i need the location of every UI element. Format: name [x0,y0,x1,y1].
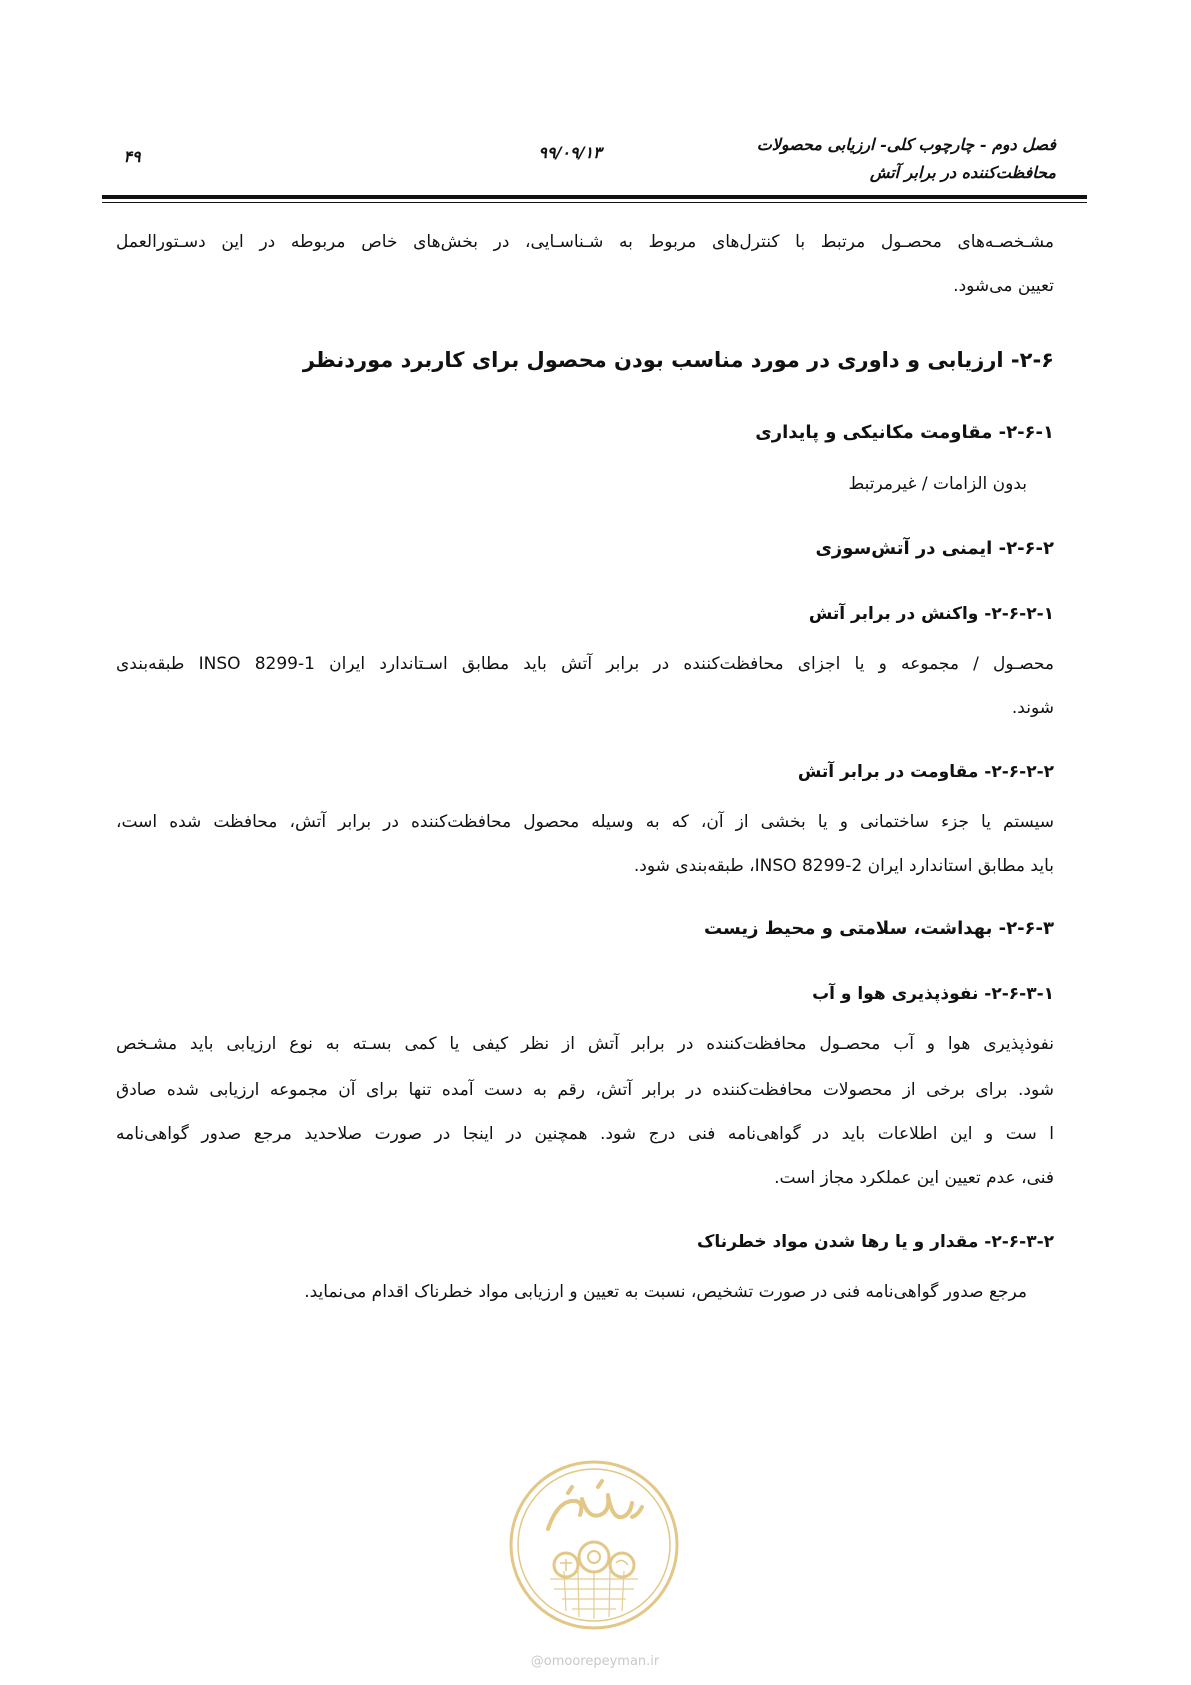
section-heading-2-6-3: ۲-۶-۳- بهداشت، سلامتی و محیط زیست [703,918,1054,939]
section-2-6-3-1-line-3: ا ست و این اطلاعات باید در گواهی‌نامه فنی درج شود. همچنین در اینجا در صورت صلاحدید مرجع صدور گواهی‌نامه [116,1124,1054,1144]
section-2-6-2-1-line-1: محصـول / مجموعه و یا اجزای محافظت‌کننده در برابر آتش باید مطابق اسـتاندارد ایران INSO 8299-1 طبقه‌بندی [116,654,1054,674]
running-header-chapter [757,131,1056,187]
section-2-6-1-text: بدون الزامات / غیرمرتبط [848,474,1027,494]
header-date: ۹۹/۰۹/۱۳ [538,143,602,162]
section-heading-2-6-3-2: ۲-۶-۳-۲- مقدار و یا رها شدن مواد خطرناک [697,1232,1054,1252]
section-2-6-2-2-line-1: سیستم یا جزء ساختمانی و یا بخشی از آن، که به وسیله محصول محافظت‌کننده در برابر آتش، محافظت شده است، [116,812,1054,832]
section-heading-2-6-1: ۲-۶-۱- مقاومت مکانیکی و پایداری [755,422,1054,443]
chapter-line-1: فصل دوم - چارچوب کلی- ارزیابی محصولات [756,135,1056,154]
intro-line-2: تعیین می‌شود. [953,276,1054,296]
chapter-line-2: محافظت‌کننده در برابر آتش [869,163,1056,182]
section-heading-2-6-2-2: ۲-۶-۲-۲- مقاومت در برابر آتش [797,762,1054,782]
page-number: ۴۹ [123,147,141,166]
header-rule-thick [102,195,1087,199]
section-heading-2-6-3-1: ۲-۶-۳-۱- نفوذپذیری هوا و آب [812,984,1054,1004]
section-heading-2-6-2: ۲-۶-۲- ایمنی در آتش‌سوزی [815,538,1054,559]
watermark-stamp-logo [508,1459,680,1631]
section-2-6-3-1-line-1: نفوذپذیری هوا و آب محصـول محافظت‌کننده در برابر آتش از نظر کیفی یا کمی بسـته به نوع ارزیابی باید مشـخص [116,1034,1054,1054]
section-2-6-3-2-text: مرجع صدور گواهی‌نامه فنی در صورت تشخیص، نسبت به تعیین و ارزیابی مواد خطرناک اقدام می‌نماید. [304,1282,1027,1302]
section-2-6-3-1-line-2: شود. برای برخی از محصولات محافظت‌کننده در برابر آتش، رقم به دست آمده تنها برای آن مجموعه ارزیابی شده صادق [116,1080,1054,1100]
intro-line-1: مشـخصـه‌های محصـول مرتبط با کنترل‌های مربوط به شـناسـایی، در بخش‌های خاص مربوطه در این دسـتورالعمل [116,232,1054,252]
section-heading-2-6-2-1: ۲-۶-۲-۱- واکنش در برابر آتش [808,604,1054,624]
header-rule-thin [102,202,1087,203]
section-heading-2-6: ۲-۶- ارزیابی و داوری در مورد مناسب بودن محصول برای کاربرد موردنظر [302,348,1054,372]
section-2-6-3-1-line-4: فنی، عدم تعیین این عملکرد مجاز است. [774,1168,1054,1188]
watermark-site-text: @omoorepeyman.ir [530,1654,660,1669]
section-2-6-2-1-line-2: شوند. [1011,698,1054,718]
section-2-6-2-2-line-2: باید مطابق استاندارد ایران INSO 8299-2، طبقه‌بندی شود. [633,856,1054,876]
